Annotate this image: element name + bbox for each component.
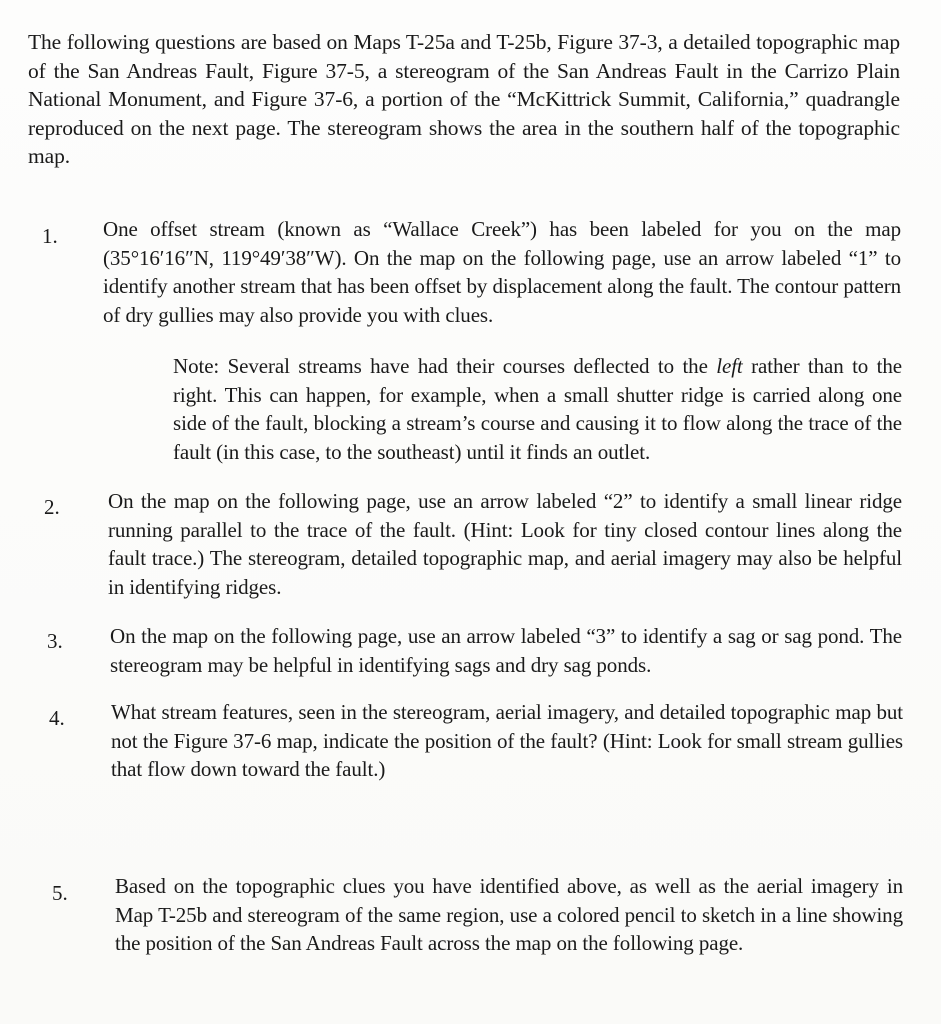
note-emphasis: left (716, 354, 743, 378)
question-3-text: On the map on the following page, use an arrow labeled “3” to identify a sag or sag pond. The stereogram may be helpful in identifying sags and dry sag ponds. (110, 624, 902, 677)
intro-paragraph: The following questions are based on Maps T-25a and T-25b, Figure 37-3, a detailed topographic map of the San Andreas Fault, Figure 37-5, a stereogram of the San Andreas Fault in the Carrizo Plain National Monument, and Figure 37-6, a portion of the “McKittrick Summit, California,” quadrangle reproduced on the next page. The stereogram shows the area in the southern half of the topographic map. (28, 30, 900, 168)
note-text-start: Note: Several streams have had their courses deflected to the (173, 354, 717, 378)
question-5-text: Based on the topographic clues you have identified above, as well as the aerial imagery in Map T-25b and stereogram of the same region, use a colored pencil to sketch in a line showing the position of the San Andreas Fault across the map on the following page. (115, 874, 903, 955)
note-text-end: rather than to the right. This can happen, for example, when a small shutter ridge is carried along one side of the fault, blocking a stream’s course and causing it to flow along the trace of the fault (in this case, to the southeast) until it finds an outlet. (173, 354, 902, 464)
note-paragraph (173, 352, 902, 466)
question-4-number: 4. (49, 706, 65, 730)
question-4-text: What stream features, seen in the stereogram, aerial imagery, and detailed topographic map but not the Figure 37-6 map, indicate the position of the fault? (Hint: Look for small stream gullies that flow down toward the fault.) (111, 700, 903, 781)
question-5-number: 5. (52, 881, 68, 905)
question-3-number: 3. (47, 629, 63, 653)
question-2-number: 2. (44, 495, 60, 519)
question-1-text: One offset stream (known as “Wallace Creek”) has been labeled for you on the map (35°16′16″N, 119°49′38″W). On the map on the following page, use an arrow labeled “1” to identify another stream that has been offset by displacement along the fault. The contour pattern of dry gullies may also provide you with clues. (103, 217, 901, 327)
question-1-number: 1. (42, 224, 58, 248)
question-2-text: On the map on the following page, use an arrow labeled “2” to identify a small linear ridge running parallel to the trace of the fault. (Hint: Look for tiny closed contour lines along the fault trace.) The stereogram, detailed topographic map, and aerial imagery may also be helpful in identifying ridges. (108, 489, 902, 599)
